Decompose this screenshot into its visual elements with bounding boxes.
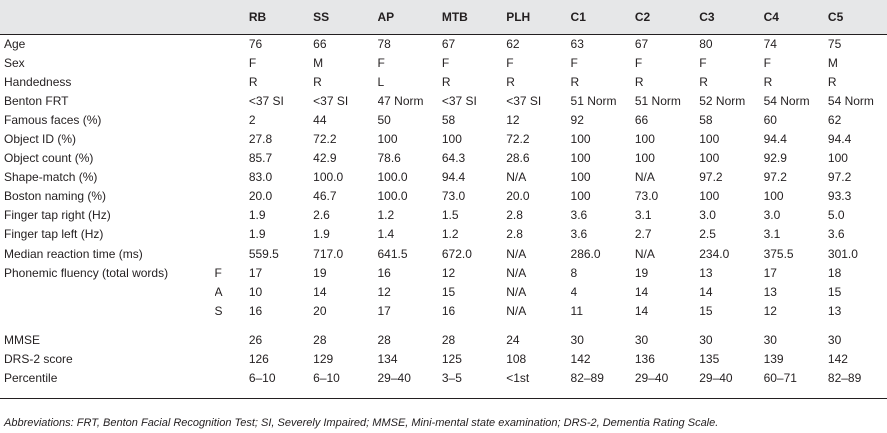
table-cell: 72.2: [313, 132, 337, 147]
table-cell: N/A: [506, 246, 527, 261]
table-cell: 16: [377, 265, 391, 280]
table-cell: 11: [570, 303, 583, 318]
table-cell: 717.0: [313, 246, 344, 261]
column-header: C5: [827, 10, 844, 24]
table-cell: 1.9: [313, 227, 330, 242]
table-cell: R: [506, 74, 515, 89]
table-cell: 62: [506, 36, 520, 51]
table-cell: 75: [827, 36, 842, 51]
table-cell: 67: [634, 36, 649, 51]
table-row: [0, 282, 887, 301]
table-row: [0, 53, 887, 72]
table-cell: 74: [763, 36, 777, 51]
table-cell: 3.6: [827, 227, 845, 242]
table-cell: 29–40: [377, 371, 411, 386]
table-cell: 2.8: [506, 227, 523, 242]
table-row: [0, 225, 887, 244]
row-label: Boston naming (%): [4, 189, 107, 204]
column-header: C3: [699, 10, 715, 24]
table-cell: 100: [699, 189, 720, 204]
table-cell: 67: [441, 36, 456, 51]
row-sublabel: S: [214, 303, 223, 318]
table-cell: 100: [570, 132, 591, 147]
table-cell: 26: [248, 332, 263, 347]
table-cell: 54 Norm: [827, 93, 874, 108]
table-cell: 28: [441, 332, 456, 347]
table-cell: 58: [699, 112, 713, 127]
table-cell: 641.5: [377, 246, 408, 261]
column-header: SS: [313, 10, 330, 24]
table-cell: 93.3: [827, 189, 852, 204]
table-cell: 20: [313, 303, 327, 318]
table-cell: 83.0: [248, 170, 273, 185]
table-cell: 3.1: [634, 208, 652, 223]
table-cell: 15: [827, 284, 842, 299]
table-cell: 8: [570, 265, 578, 280]
table-cell: F: [248, 55, 257, 70]
table-cell: 301.0: [827, 246, 858, 261]
table-cell: 100.0: [377, 189, 408, 204]
row-sublabel: [215, 72, 249, 91]
corner-cell: [0, 0, 215, 34]
table-row: [0, 350, 887, 369]
table-cell: R: [763, 74, 773, 89]
row-sublabel: [215, 330, 249, 349]
table-row: [0, 168, 887, 187]
table-cell: 14: [699, 284, 713, 299]
table-cell: 30: [827, 332, 842, 347]
table-row: [0, 369, 887, 388]
table-cell: 129: [313, 352, 334, 367]
table-cell: 20.0: [506, 189, 530, 204]
table-cell: R: [441, 74, 451, 89]
table-cell: 94.4: [827, 132, 852, 147]
table-cell: 92: [570, 112, 584, 127]
table-cell: 16: [441, 303, 456, 318]
table-row: [0, 91, 887, 110]
table-cell: 10: [248, 284, 263, 299]
table-cell: 30: [634, 332, 649, 347]
table-cell: 27.8: [248, 132, 273, 147]
header-row: [0, 0, 887, 34]
row-sublabel: [215, 244, 249, 263]
table-cell: F: [441, 55, 450, 70]
row-sublabel: [215, 91, 249, 110]
table-cell: 51 Norm: [634, 93, 681, 108]
table-cell: 100.0: [377, 170, 408, 185]
row-label: Handedness: [4, 74, 72, 89]
table-cell: 73.0: [634, 189, 659, 204]
row-sublabel: [215, 149, 249, 168]
table-cell: 100: [634, 132, 655, 147]
table-cell: 3.0: [763, 208, 781, 223]
table-cell: 6–10: [313, 371, 340, 386]
row-label: Object count (%): [4, 151, 94, 166]
table-cell: 66: [634, 112, 649, 127]
row-label: Benton FRT: [4, 93, 69, 108]
table-cell: F: [506, 55, 514, 70]
row-label: Finger tap left (Hz): [4, 227, 104, 242]
table-cell: 66: [313, 36, 327, 51]
table-cell: <1st: [506, 371, 530, 386]
table-cell: 14: [313, 284, 327, 299]
table-cell: <37 SI: [441, 93, 477, 108]
column-header: PLH: [506, 10, 531, 24]
table-cell: 82–89: [570, 371, 604, 386]
table-cell: 94.4: [763, 132, 787, 147]
table-cell: 1.5: [441, 208, 459, 223]
row-label: Percentile: [4, 371, 58, 386]
table-cell: R: [634, 74, 644, 89]
table-cell: R: [699, 74, 708, 89]
table-cell: 135: [699, 352, 720, 367]
column-header: C1: [570, 10, 586, 24]
table-cell: 672.0: [441, 246, 472, 261]
row-sublabel: [215, 53, 249, 72]
table-cell: 30: [699, 332, 713, 347]
table-cell: 63: [570, 36, 584, 51]
table-cell: 126: [248, 352, 269, 367]
table-cell: M: [827, 55, 838, 70]
table-cell: 12: [441, 265, 456, 280]
table-cell: F: [634, 55, 643, 70]
table-cell: 17: [763, 265, 777, 280]
table-cell: 3.1: [763, 227, 781, 242]
table-cell: 3–5: [441, 371, 462, 386]
table-cell: 28.6: [506, 151, 530, 166]
table-cell: F: [763, 55, 771, 70]
table-cell: 1.2: [377, 208, 395, 223]
table-cell: 14: [634, 303, 649, 318]
table-cell: 100.0: [313, 170, 344, 185]
table-cell: 2: [248, 112, 256, 127]
table-cell: 2.8: [506, 208, 523, 223]
table-cell: 12: [377, 284, 391, 299]
column-header: C4: [763, 10, 779, 24]
table-cell: 50: [377, 112, 391, 127]
table-cell: 3.6: [570, 227, 588, 242]
row-sublabel: [215, 187, 249, 206]
table-cell: 14: [634, 284, 649, 299]
row-sublabel: [215, 225, 249, 244]
table-cell: 28: [313, 332, 327, 347]
table-cell: 12: [506, 112, 520, 127]
table-cell: 13: [827, 303, 842, 318]
row-label: Shape-match (%): [4, 170, 98, 185]
table-cell: 134: [377, 352, 398, 367]
table-cell: R: [313, 74, 322, 89]
table-cell: 559.5: [248, 246, 279, 261]
table-cell: 47 Norm: [377, 93, 424, 108]
table-cell: 58: [441, 112, 456, 127]
table-cell: 13: [763, 284, 777, 299]
table-cell: 108: [506, 352, 527, 367]
table-cell: 100: [763, 189, 784, 204]
table-cell: 62: [827, 112, 842, 127]
table-cell: 12: [763, 303, 777, 318]
table-cell: 4: [570, 284, 578, 299]
row-sublabel: [215, 350, 249, 369]
table-cell: 28: [377, 332, 391, 347]
table-cell: 139: [763, 352, 784, 367]
table-cell: 78.6: [377, 151, 401, 166]
table-cell: R: [570, 74, 580, 89]
row-label: Phonemic fluency (total words): [4, 265, 169, 280]
table-cell: 142: [827, 352, 848, 367]
table-cell: 97.2: [763, 170, 787, 185]
row-label: Object ID (%): [4, 132, 77, 147]
table-cell: 3.6: [570, 208, 588, 223]
table-cell: N/A: [634, 170, 655, 185]
table-cell: 100: [441, 132, 462, 147]
table-cell: 97.2: [699, 170, 723, 185]
table-cell: 1.9: [248, 208, 266, 223]
table-cell: 2.7: [634, 227, 652, 242]
column-header: MTB: [441, 10, 468, 24]
header-rule: [0, 34, 887, 35]
table-row: [0, 301, 887, 320]
row-label: Median reaction time (ms): [4, 246, 143, 261]
footnote: Abbreviations: FRT, Benton Facial Recognition Test; SI, Severely Impaired; MMSE, Mini-mental state examination; DRS-2, Dementia Rating Scale.: [4, 417, 719, 429]
table-cell: 97.2: [827, 170, 852, 185]
table-cell: 17: [248, 265, 263, 280]
table-cell: 100: [699, 132, 720, 147]
table-cell: 1.4: [377, 227, 395, 242]
table-row: [0, 110, 887, 129]
table-cell: 64.3: [441, 151, 466, 166]
table-cell: 15: [441, 284, 456, 299]
table-cell: 20.0: [248, 189, 273, 204]
row-sublabel: [215, 129, 249, 148]
table-cell: 24: [506, 332, 520, 347]
column-header: C2: [634, 10, 651, 24]
table-cell: 100: [570, 170, 591, 185]
row-sublabel: [215, 34, 249, 53]
table-cell: 125: [441, 352, 462, 367]
table-cell: 52 Norm: [699, 93, 746, 108]
table-cell: 44: [313, 112, 327, 127]
table-cell: 5.0: [827, 208, 845, 223]
table-cell: L: [377, 74, 385, 89]
table-cell: 1.9: [248, 227, 266, 242]
table-cell: 13: [699, 265, 713, 280]
table-cell: 6–10: [248, 371, 276, 386]
table-cell: 100: [634, 151, 655, 166]
table-cell: 78: [377, 36, 391, 51]
table-cell: 80: [699, 36, 713, 51]
table-cell: 375.5: [763, 246, 794, 261]
table-cell: F: [570, 55, 578, 70]
table-cell: 76: [248, 36, 263, 51]
table-cell: 60: [763, 112, 777, 127]
bottom-rule: [0, 398, 887, 399]
row-sublabel: [215, 110, 249, 129]
table-cell: 60–71: [763, 371, 797, 386]
table-cell: 2.5: [699, 227, 716, 242]
table-cell: 72.2: [506, 132, 530, 147]
table-cell: 54 Norm: [763, 93, 810, 108]
table-row: [0, 34, 887, 53]
table-cell: <37 SI: [248, 93, 284, 108]
table-cell: 15: [699, 303, 713, 318]
table-cell: 100: [699, 151, 720, 166]
row-sublabel: [215, 168, 249, 187]
table-cell: 100: [827, 151, 848, 166]
table-cell: R: [827, 74, 837, 89]
table-cell: 29–40: [634, 371, 669, 386]
table-cell: 94.4: [441, 170, 466, 185]
table-cell: 42.9: [313, 151, 337, 166]
table-cell: 29–40: [699, 371, 733, 386]
column-header: RB: [248, 10, 267, 24]
gap-cell: [0, 320, 887, 330]
row-label: [0, 282, 215, 301]
table-cell: N/A: [506, 265, 527, 280]
table-cell: 30: [763, 332, 777, 347]
table-cell: R: [248, 74, 258, 89]
table-row: [0, 263, 887, 282]
row-label: [0, 301, 215, 320]
column-header: AP: [377, 10, 395, 24]
table-cell: 3.0: [699, 208, 716, 223]
table-cell: 51 Norm: [570, 93, 617, 108]
table-cell: 286.0: [570, 246, 601, 261]
row-label: Finger tap right (Hz): [4, 208, 111, 223]
table-cell: 30: [570, 332, 584, 347]
row-label: Age: [4, 36, 26, 51]
table-cell: 19: [634, 265, 649, 280]
table-cell: N/A: [506, 284, 527, 299]
row-label: DRS-2 score: [4, 352, 73, 367]
table-row: [0, 72, 887, 91]
table-cell: 16: [248, 303, 263, 318]
table-cell: 100: [570, 151, 591, 166]
table-cell: 82–89: [827, 371, 862, 386]
table-cell: 17: [377, 303, 391, 318]
row-sublabel: A: [214, 284, 223, 299]
table-cell: 2.6: [313, 208, 330, 223]
table-cell: N/A: [634, 246, 655, 261]
table-cell: N/A: [506, 170, 527, 185]
row-label: Famous faces (%): [4, 112, 102, 127]
table-cell: F: [377, 55, 385, 70]
table-row: [0, 149, 887, 168]
corner-cell: [215, 0, 249, 34]
table-row: [0, 206, 887, 225]
row-sublabel: F: [214, 265, 222, 280]
row-sublabel: [215, 369, 249, 388]
table-cell: 19: [313, 265, 327, 280]
table-cell: <37 SI: [506, 93, 542, 108]
table-row: [0, 330, 887, 349]
table-row: [0, 129, 887, 148]
table-cell: 142: [570, 352, 591, 367]
row-gap: [0, 320, 887, 330]
table-cell: 46.7: [313, 189, 337, 204]
table-row: [0, 244, 887, 263]
table-row: [0, 187, 887, 206]
table-cell: 100: [570, 189, 591, 204]
table-cell: 1.2: [441, 227, 459, 242]
table-cell: <37 SI: [313, 93, 349, 108]
table-cell: 100: [377, 132, 398, 147]
table-cell: F: [699, 55, 707, 70]
table-cell: 18: [827, 265, 842, 280]
table-cell: 85.7: [248, 151, 273, 166]
table-cell: M: [313, 55, 324, 70]
row-label: MMSE: [4, 332, 40, 347]
table-cell: N/A: [506, 303, 527, 318]
table-cell: 136: [634, 352, 655, 367]
row-sublabel: [215, 206, 249, 225]
row-label: Sex: [4, 55, 25, 70]
table-cell: 234.0: [699, 246, 730, 261]
table-cell: 73.0: [441, 189, 466, 204]
table-cell: 92.9: [763, 151, 787, 166]
